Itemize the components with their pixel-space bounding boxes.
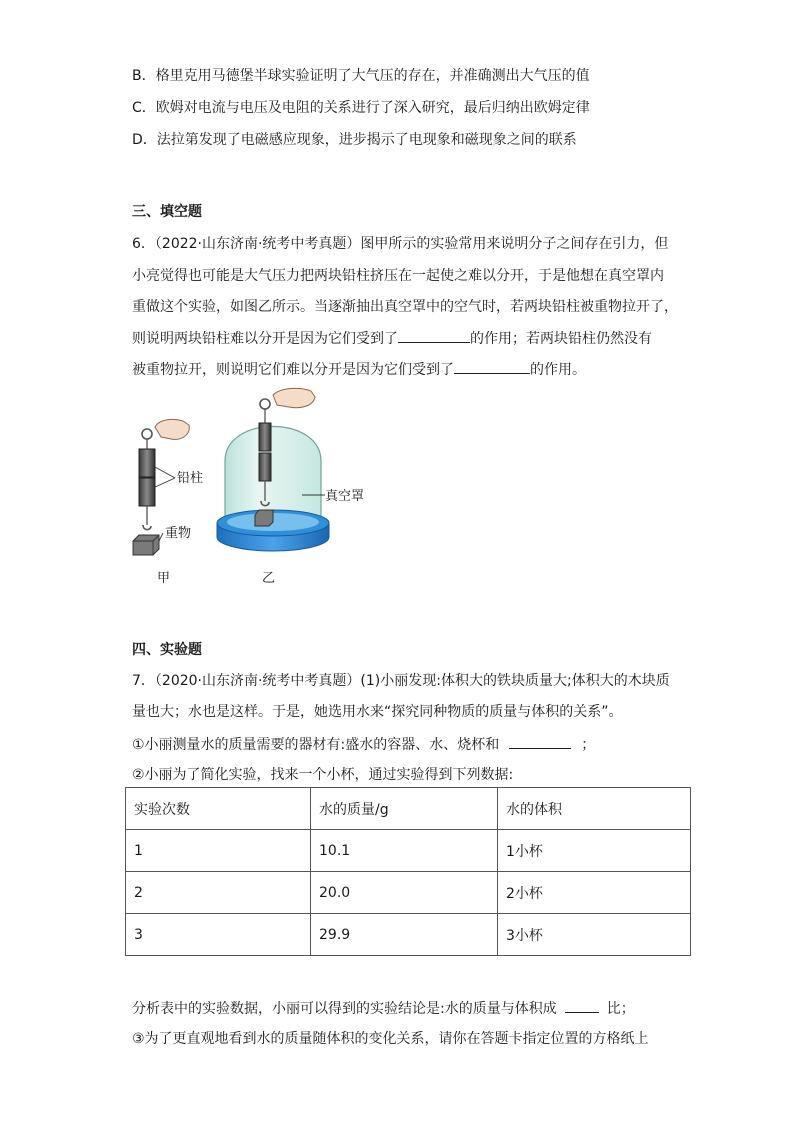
- q6-line-1: 6．（2022·山东济南·统考中考真题）图甲所示的实验常用来说明分子之间存在引力，但: [132, 236, 669, 252]
- weight-block-2: [255, 510, 273, 526]
- lead-cylinder-bottom-2: [259, 453, 271, 481]
- table-cell: 1小杯: [498, 830, 691, 872]
- q7-item-1-text: ①小丽测量水的质量需要的器材有:盛水的容器、水、烧杯和: [132, 737, 500, 753]
- label-jia: 甲: [157, 571, 171, 586]
- q6-line-4-text-b: 的作用；若两块铅柱仍然没有: [470, 331, 652, 347]
- data-table: [125, 787, 691, 956]
- table-cell: 2小杯: [498, 872, 691, 914]
- hook-ring-icon-2: [260, 399, 270, 409]
- section-fill-in-title: 三、填空题: [132, 204, 202, 220]
- table-cell: 3小杯: [498, 914, 691, 956]
- q7-item-1-end: ；: [581, 737, 596, 753]
- option-b: B．格里克用马德堡半球实验证明了大气压的存在，并准确测出大气压的值: [132, 68, 590, 84]
- table-cell: 20.0: [311, 872, 498, 914]
- answer-blank-1[interactable]: [398, 328, 470, 343]
- q7-analysis: [132, 998, 635, 1019]
- lead-cylinder-bottom: [139, 478, 155, 506]
- figure-yi: [217, 388, 364, 586]
- lead-cylinder-top: [139, 449, 155, 477]
- q6-line-4-text-a: 则说明两块铅柱难以分开是因为它们受到了: [132, 331, 398, 347]
- q7-line-2: 量也大；水也是这样。于是，她选用水来“探究同种物质的质量与体积的关系”。: [132, 704, 623, 720]
- label-lead-cylinder: 铅柱: [177, 471, 204, 486]
- table-header-cell: 水的质量/g: [311, 788, 498, 830]
- q6-line-3: 重做这个实验，如图乙所示。当逐渐抽出真空罩中的空气时，若两块铅柱被重物拉开了，: [132, 299, 678, 315]
- figure-jia: [133, 419, 203, 586]
- option-d: D．法拉第发现了电磁感应现象，进步揭示了电现象和磁现象之间的联系: [132, 132, 577, 148]
- table-row: [126, 872, 691, 914]
- q6-line-4: [132, 328, 652, 349]
- q6-line-5-text-b: 的作用。: [530, 362, 586, 378]
- q7-line-1: 7．（2020·山东济南·统考中考真题）(1)小丽发现:体积大的铁块质量大;体积大的木块质: [132, 673, 670, 689]
- answer-blank-3[interactable]: [509, 734, 571, 749]
- table-cell: 10.1: [311, 830, 498, 872]
- q7-item-1: [132, 734, 595, 755]
- answer-blank-2[interactable]: [454, 359, 530, 374]
- answer-blank-4[interactable]: [565, 998, 599, 1013]
- table-cell: 1: [126, 830, 311, 872]
- q7-item-3: ③为了更直观地看到水的质量随体积的变化关系，请你在答题卡指定位置的方格纸上: [132, 1031, 649, 1047]
- table-row: [126, 830, 691, 872]
- table-cell: 29.9: [311, 914, 498, 956]
- lead-cylinder-top-2: [259, 423, 271, 451]
- table-header-cell: 实验次数: [126, 788, 311, 830]
- label-yi: 乙: [262, 571, 276, 586]
- hand-icon: [155, 419, 189, 439]
- table-row: [126, 914, 691, 956]
- q7-analysis-text: 分析表中的实验数据，小丽可以得到的实验结论是:水的质量与体积成: [132, 1001, 557, 1017]
- label-weight: 重物: [165, 526, 192, 541]
- experiment-figure: [125, 385, 385, 590]
- table-cell: 3: [126, 914, 311, 956]
- section-experiment-title: 四、实验题: [132, 642, 202, 658]
- table-header-row: [126, 788, 691, 830]
- q6-line-2: 小亮觉得也可能是大气压力把两块铅柱挤压在一起使之难以分开，于是他想在真空罩内: [132, 268, 664, 284]
- table-header-cell: 水的体积: [498, 788, 691, 830]
- weight-block: [133, 535, 159, 555]
- hand-icon-2: [273, 388, 315, 407]
- q7-item-2: ②小丽为了简化实验，找来一个小杯，通过实验得到下列数据:: [132, 767, 514, 783]
- hook-ring-icon: [142, 429, 152, 439]
- q6-line-5: [132, 359, 586, 380]
- q7-analysis-end: 比；: [606, 1001, 635, 1017]
- bottom-hook-icon: [143, 525, 151, 530]
- label-vacuum-cover: 真空罩: [325, 489, 365, 504]
- table-cell: 2: [126, 872, 311, 914]
- option-c: C．欧姆对电流与电压及电阻的关系进行了深入研究，最后归纳出欧姆定律: [132, 100, 590, 116]
- q6-line-5-text-a: 被重物拉开，则说明它们难以分开是因为它们受到了: [132, 362, 454, 378]
